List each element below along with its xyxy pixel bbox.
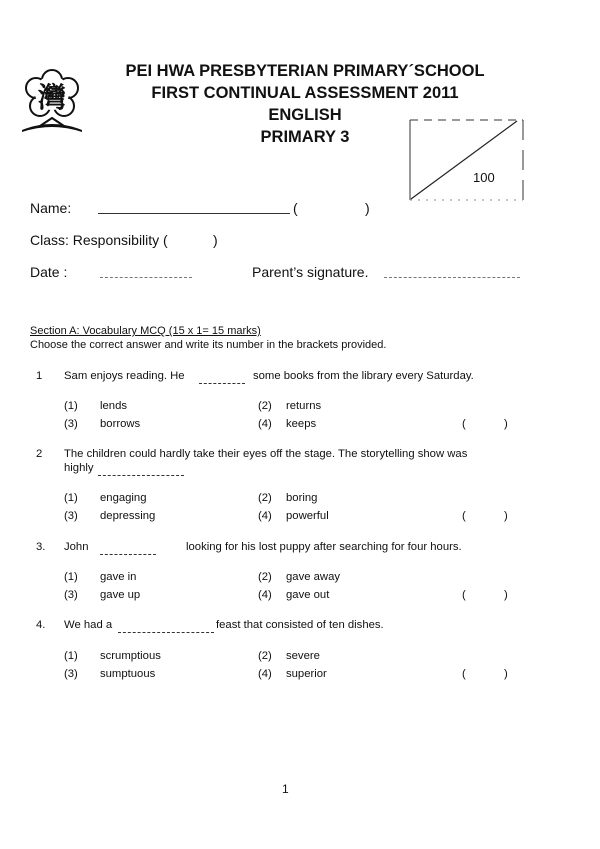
- q3-answer-close: ): [504, 589, 508, 601]
- class-label: Class: Responsibility (: [30, 232, 168, 248]
- parent-signature-label: Parent’s signature.: [252, 264, 369, 280]
- date-line[interactable]: [100, 277, 192, 278]
- q2-option-4-text: powerful: [286, 510, 329, 522]
- q2-option-2-num: (2): [258, 492, 272, 504]
- question-2-text-line1: The children could hardly take their eyes off the stage. The storytelling show was: [64, 448, 468, 460]
- q4-answer-close: ): [504, 668, 508, 680]
- q4-option-2-num: (2): [258, 650, 272, 662]
- section-instruction: Choose the correct answer and write its number in the brackets provided.: [30, 339, 387, 351]
- q1-answer-close: ): [504, 418, 508, 430]
- q1-option-3-text: borrows: [100, 418, 141, 430]
- q2-answer-close: ): [504, 510, 508, 522]
- question-2-blank: [98, 475, 184, 476]
- q4-option-3-num: (3): [64, 668, 78, 680]
- question-1-number: 1: [36, 370, 43, 382]
- q1-option-1-text: lends: [100, 400, 128, 412]
- school-name: PEI HWA PRESBYTERIAN PRIMARY´SCHOOL: [125, 62, 485, 80]
- q3-option-2-text: gave away: [286, 571, 341, 583]
- question-2-text-line2: highly: [64, 462, 94, 474]
- q3-option-4-num: (4): [258, 589, 272, 601]
- q2-option-3-num: (3): [64, 510, 78, 522]
- question-3-number: 3.: [36, 541, 46, 553]
- name-line[interactable]: [98, 213, 290, 214]
- question-3-text-before: John: [64, 541, 89, 553]
- question-4-blank: [118, 632, 214, 633]
- question-3-blank: [100, 554, 156, 555]
- q1-option-2-num: (2): [258, 400, 272, 412]
- page-number: 1: [282, 782, 289, 796]
- logo-character: 灣: [37, 81, 66, 114]
- q4-option-3-text: sumptuous: [100, 668, 156, 680]
- q4-answer-open[interactable]: (: [462, 668, 466, 680]
- q1-option-4-text: keeps: [286, 418, 317, 430]
- score-box: [409, 119, 524, 201]
- q2-option-1-num: (1): [64, 492, 78, 504]
- q4-option-4-num: (4): [258, 668, 272, 680]
- question-1-text-after: some books from the library every Saturday.: [253, 370, 474, 382]
- question-4-text-after: feast that consisted of ten dishes.: [216, 619, 384, 631]
- section-heading: Section A: Vocabulary MCQ (15 x 1= 15 marks): [30, 325, 261, 337]
- subject-title: ENGLISH: [268, 106, 342, 124]
- q2-answer-open[interactable]: (: [462, 510, 466, 522]
- q1-option-2-text: returns: [286, 400, 322, 412]
- q2-option-4-num: (4): [258, 510, 272, 522]
- q4-option-2-text: severe: [286, 650, 320, 662]
- q1-option-1-num: (1): [64, 400, 78, 412]
- question-2-number: 2: [36, 448, 43, 460]
- q4-option-1-num: (1): [64, 650, 78, 662]
- q3-option-1-num: (1): [64, 571, 78, 583]
- question-4-number: 4.: [36, 619, 46, 631]
- name-open-bracket: (: [293, 200, 298, 216]
- q2-option-2-text: boring: [286, 492, 318, 504]
- q2-option-1-text: engaging: [100, 492, 147, 504]
- q3-option-4-text: gave out: [286, 589, 330, 601]
- q2-option-3-text: depressing: [100, 510, 156, 522]
- question-1-blank: [199, 383, 245, 384]
- date-label: Date :: [30, 264, 68, 280]
- q4-option-4-text: superior: [286, 668, 327, 680]
- question-3-text-after: looking for his lost puppy after searching for four hours.: [186, 541, 462, 553]
- q3-option-3-text: gave up: [100, 589, 141, 601]
- assessment-title: FIRST CONTINUAL ASSESSMENT 2011: [151, 84, 459, 102]
- name-label: Name:: [30, 200, 72, 216]
- q1-option-3-num: (3): [64, 418, 78, 430]
- level-title: PRIMARY 3: [260, 128, 350, 146]
- class-close-bracket: ): [213, 232, 218, 248]
- q1-option-4-num: (4): [258, 418, 272, 430]
- signature-line[interactable]: [384, 277, 520, 278]
- q3-option-2-num: (2): [258, 571, 272, 583]
- q3-answer-open[interactable]: (: [462, 589, 466, 601]
- q1-answer-open[interactable]: (: [462, 418, 466, 430]
- q4-option-1-text: scrumptious: [100, 650, 161, 662]
- name-close-bracket: ): [365, 200, 370, 216]
- question-1-text-before: Sam enjoys reading. He: [64, 370, 185, 382]
- q3-option-1-text: gave in: [100, 571, 137, 583]
- question-4-text-before: We had a: [64, 619, 113, 631]
- score-total: 100: [473, 170, 495, 185]
- q3-option-3-num: (3): [64, 589, 78, 601]
